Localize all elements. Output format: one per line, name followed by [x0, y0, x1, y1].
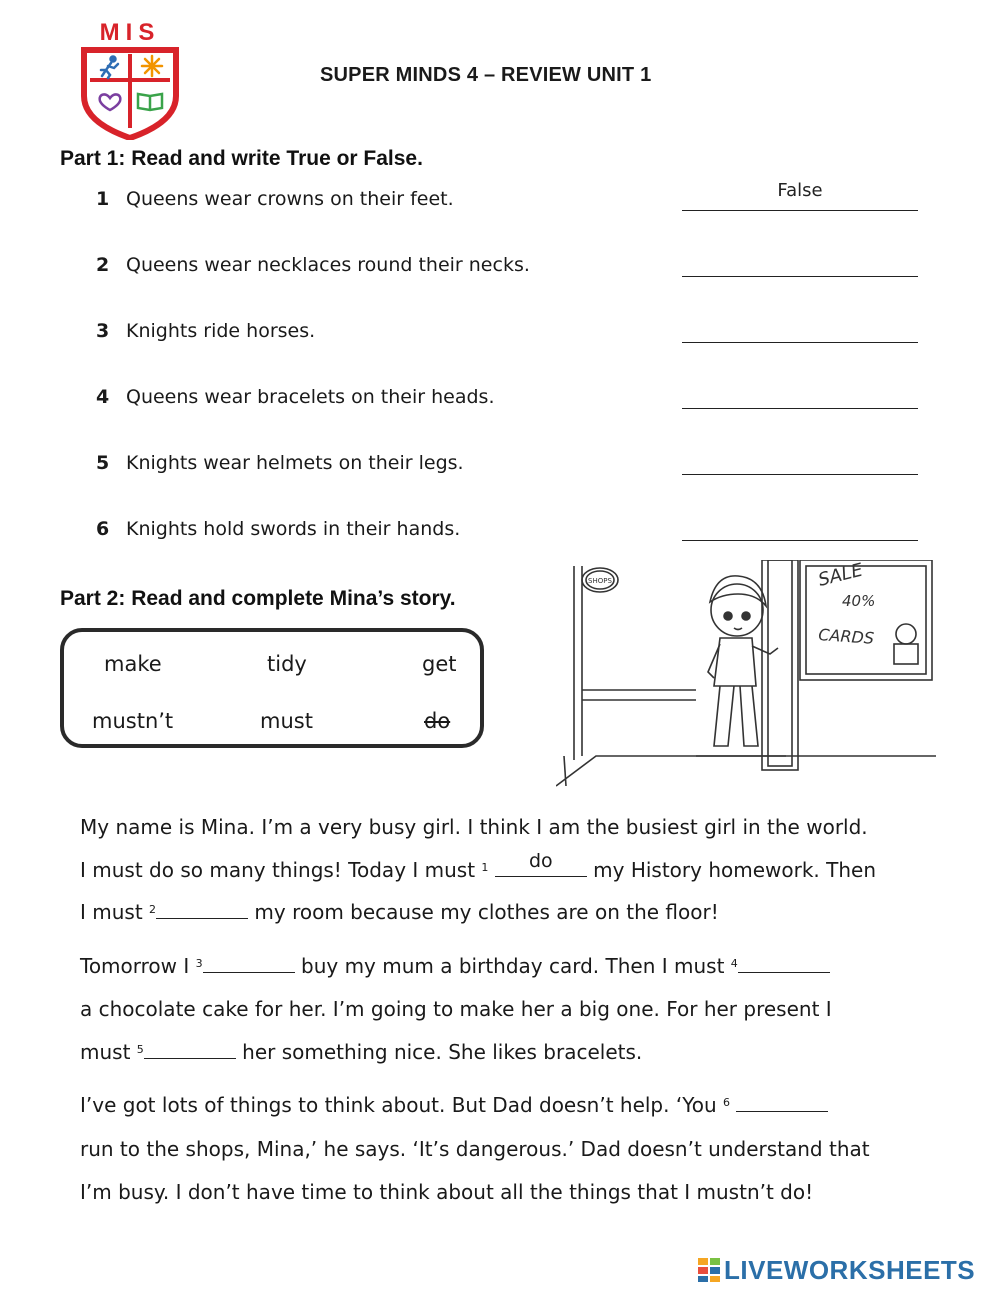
page-title: SUPER MINDS 4 – REVIEW UNIT 1 — [320, 64, 652, 86]
answer-blank-1[interactable] — [682, 210, 918, 211]
blank-number: 6 — [723, 1096, 731, 1109]
story-text: must — [80, 1040, 131, 1064]
word-do-crossed: do — [424, 709, 451, 733]
shop-sign-text: SHOPS — [588, 577, 612, 585]
story-text: my room because my clothes are on the floor! — [254, 900, 719, 924]
story-text: buy my mum a birthday card. Then I must — [301, 954, 725, 978]
question-number: 4 — [96, 386, 110, 408]
school-logo — [78, 18, 182, 140]
story-line-6 — [80, 1040, 642, 1064]
question-row-6 — [96, 518, 926, 552]
question-text: Queens wear bracelets on their heads. — [126, 386, 495, 408]
sun-icon — [142, 56, 162, 76]
story-blank-1[interactable] — [495, 850, 587, 877]
question-row-3 — [96, 320, 926, 354]
word-bank — [60, 628, 484, 748]
question-text: Knights hold swords in their hands. — [126, 518, 461, 540]
story-line-7 — [80, 1093, 828, 1117]
cards-text: CARDS — [817, 625, 875, 648]
story-text: Tomorrow I — [80, 954, 190, 978]
question-text: Knights wear helmets on their legs. — [126, 452, 464, 474]
question-row-1 — [96, 180, 926, 222]
story-blank-2[interactable] — [156, 902, 248, 919]
part2-heading: Part 2: Read and complete Mina’s story. — [60, 587, 456, 610]
story-blank-3[interactable] — [203, 956, 295, 973]
story-line-1: My name is Mina. I’m a very busy girl. I think I am the busiest girl in the world. — [80, 815, 868, 839]
question-text: Knights ride horses. — [126, 320, 316, 342]
story-text: her something nice. She likes bracelets. — [242, 1040, 643, 1064]
story-blank-6[interactable] — [736, 1095, 828, 1112]
blank-number: 2 — [149, 903, 157, 916]
question-number: 6 — [96, 518, 110, 540]
sale-text: SALE — [816, 560, 866, 591]
story-answer-1: do — [528, 850, 553, 872]
answer-blank-6[interactable] — [682, 540, 918, 541]
blank-number: 5 — [136, 1043, 144, 1056]
word-must: must — [260, 709, 313, 733]
question-row-2 — [96, 254, 926, 288]
story-text: my History homework. Then — [593, 858, 877, 882]
word-mustnt: mustn’t — [92, 709, 174, 733]
word-get: get — [422, 652, 457, 676]
story-blank-4[interactable] — [738, 956, 830, 973]
answer-blank-3[interactable] — [682, 342, 918, 343]
part1-heading: Part 1: Read and write True or False. — [60, 147, 423, 170]
story-line-9: I’m busy. I don’t have time to think about all the things that I mustn’t do! — [80, 1180, 814, 1204]
answer-1[interactable]: False — [777, 180, 823, 201]
story-text: I must do so many things! Today I must — [80, 858, 476, 882]
story-line-5: a chocolate cake for her. I’m going to make her a big one. For her present I — [80, 997, 832, 1021]
question-number: 5 — [96, 452, 110, 474]
question-row-4 — [96, 386, 926, 420]
question-text: Queens wear crowns on their feet. — [126, 188, 454, 210]
question-number: 3 — [96, 320, 110, 342]
question-text: Queens wear necklaces round their necks. — [126, 254, 530, 276]
word-tidy: tidy — [267, 652, 307, 676]
word-make: make — [104, 652, 162, 676]
story-line-4 — [80, 954, 830, 978]
logo-text: MIS — [99, 19, 161, 46]
answer-blank-4[interactable] — [682, 408, 918, 409]
blank-number: 1 — [481, 861, 489, 874]
shop-illustration — [556, 560, 936, 790]
blank-number: 3 — [195, 957, 203, 970]
question-row-5 — [96, 452, 926, 486]
story-text: I must — [80, 900, 143, 924]
question-number: 2 — [96, 254, 110, 276]
liveworksheets-icon — [698, 1258, 720, 1282]
question-number: 1 — [96, 188, 110, 210]
story-line-8: run to the shops, Mina,’ he says. ‘It’s dangerous.’ Dad doesn’t understand that — [80, 1137, 870, 1161]
story-blank-5[interactable] — [144, 1042, 236, 1059]
brand-text: LIVEWORKSHEETS — [724, 1254, 976, 1285]
story-text: I’ve got lots of things to think about. But Dad doesn’t help. ‘You — [80, 1093, 717, 1117]
answer-blank-2[interactable] — [682, 276, 918, 277]
story-line-2 — [80, 850, 877, 882]
liveworksheets-brand — [698, 1254, 975, 1286]
discount-text: 40% — [842, 592, 876, 610]
story-line-3 — [80, 900, 719, 924]
answer-blank-5[interactable] — [682, 474, 918, 475]
blank-number: 4 — [730, 957, 738, 970]
